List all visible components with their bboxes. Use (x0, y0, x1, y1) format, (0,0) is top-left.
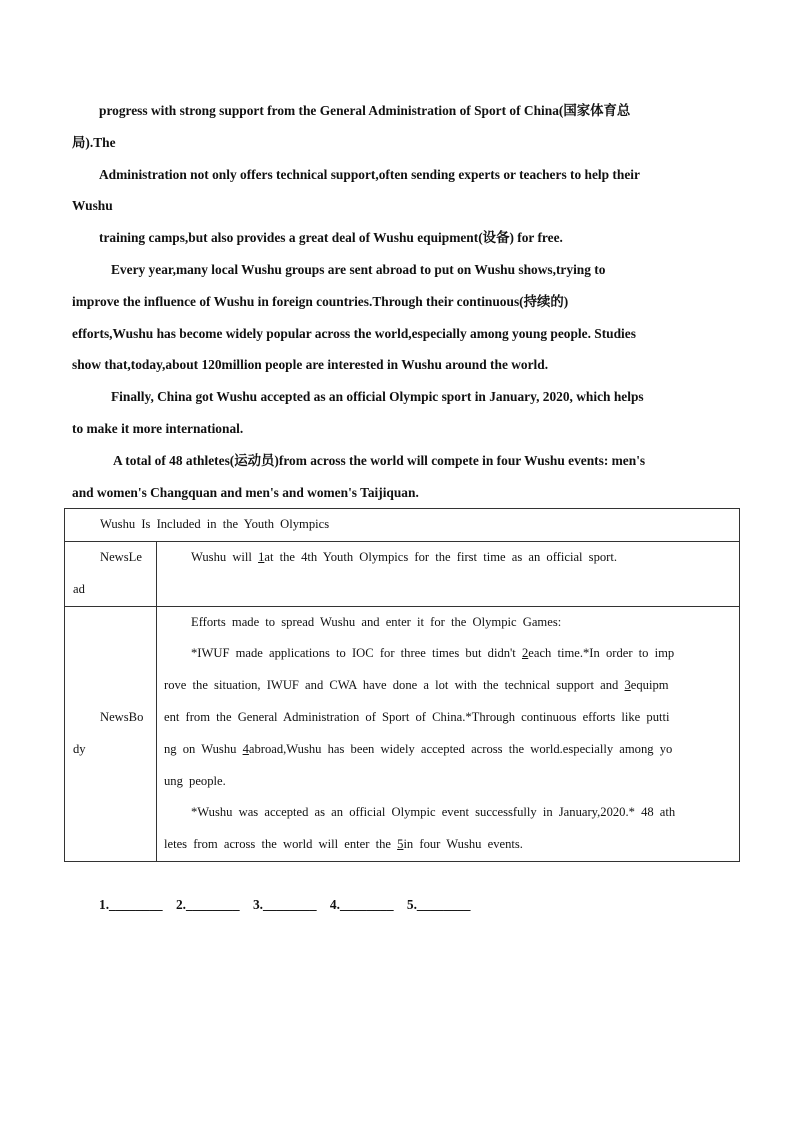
news-lead-text: Wushu will 1at the 4th Youth Olympics for the first time as an official sport. (191, 550, 618, 564)
blank-3: 3 (624, 678, 631, 693)
blank-5: 5 (397, 837, 404, 852)
table-title-row (65, 509, 740, 542)
news-body-line-3: ent from the General Administration of Sport of China.*Through continuous efforts like putti (164, 709, 670, 724)
news-body-line-1: *IWUF made applications to IOC for three times but didn't 2each time.*In order to imp (191, 646, 675, 661)
answer-blank-2[interactable]: 2.________ (175, 897, 240, 912)
news-body-line-6: *Wushu was accepted as an official Olympic event successfully in January,2020.* 48 ath (191, 805, 676, 820)
news-body-line-4: ng on Wushu 4abroad,Wushu has been widely accepted across the world.especially among yo (164, 741, 673, 756)
news-body-label-cell (65, 606, 157, 861)
passage (72, 95, 722, 508)
news-body-row (65, 606, 740, 861)
news-lead-row (65, 542, 740, 607)
passage-line-13: and women's Changquan and men's and women's Taijiquan. (72, 484, 419, 500)
passage-line-6: Every year,many local Wushu groups are sent abroad to put on Wushu shows,trying to (111, 261, 606, 277)
blank-2: 2 (521, 646, 529, 661)
news-body-content-cell (157, 606, 740, 861)
passage-line-2: 局).The (72, 134, 116, 150)
passage-line-1: progress with strong support from the General Administration of Sport of China(国家体育总 (99, 103, 631, 118)
answer-blank-4[interactable]: 4.________ (329, 897, 394, 912)
answer-blank-3[interactable]: 3.________ (252, 897, 317, 912)
news-body-line-7: letes from across the world will enter the 5in four Wushu events. (164, 837, 523, 852)
news-lead-label-line-2: ad (73, 581, 85, 596)
news-body-intro: Efforts made to spread Wushu and enter it for the Olympic Games: (191, 614, 562, 629)
answer-blank-5[interactable]: 5.________ (406, 897, 471, 912)
passage-line-10: Finally, China got Wushu accepted as an official Olympic sport in January, 2020, which helps (111, 389, 644, 405)
news-body-label-line-2: dy (73, 741, 86, 756)
blank-1: 1 (258, 550, 265, 564)
passage-line-12: A total of 48 athletes(运动员)from across the world will compete in four Wushu events: men's (113, 452, 646, 468)
news-body-line-5: ung people. (164, 773, 226, 788)
passage-line-11: to make it more international. (72, 420, 244, 436)
answer-blank-1[interactable]: 1.________ (99, 897, 163, 912)
news-lead-label-line-1: NewsLe (100, 550, 142, 564)
passage-line-7: improve the influence of Wushu in foreign countries.Through their continuous(持续的) (72, 293, 569, 309)
news-body-line-2: rove the situation, IWUF and CWA have done a lot with the technical support and 3equipm (164, 678, 669, 693)
answer-blanks (99, 897, 480, 913)
passage-line-3: Administration not only offers technical support,often sending experts or teachers to help their (99, 166, 640, 182)
table-title-cell (65, 509, 740, 542)
news-body-label-line-1: NewsBo (100, 709, 144, 724)
news-lead-content-cell (157, 542, 740, 607)
passage-line-5: training camps,but also provides a great deal of Wushu equipment(设备) for free. (99, 230, 563, 246)
table-title: Wushu Is Included in the Youth Olympics (100, 517, 330, 532)
passage-line-4: Wushu (72, 198, 113, 214)
passage-line-9: show that,today,about 120million people are interested in Wushu around the world. (72, 357, 549, 373)
passage-line-8: efforts,Wushu has become widely popular across the world,especially among young people. Studies (72, 325, 636, 341)
news-table (64, 508, 740, 862)
news-lead-label-cell (65, 542, 157, 607)
blank-4: 4 (242, 741, 249, 756)
